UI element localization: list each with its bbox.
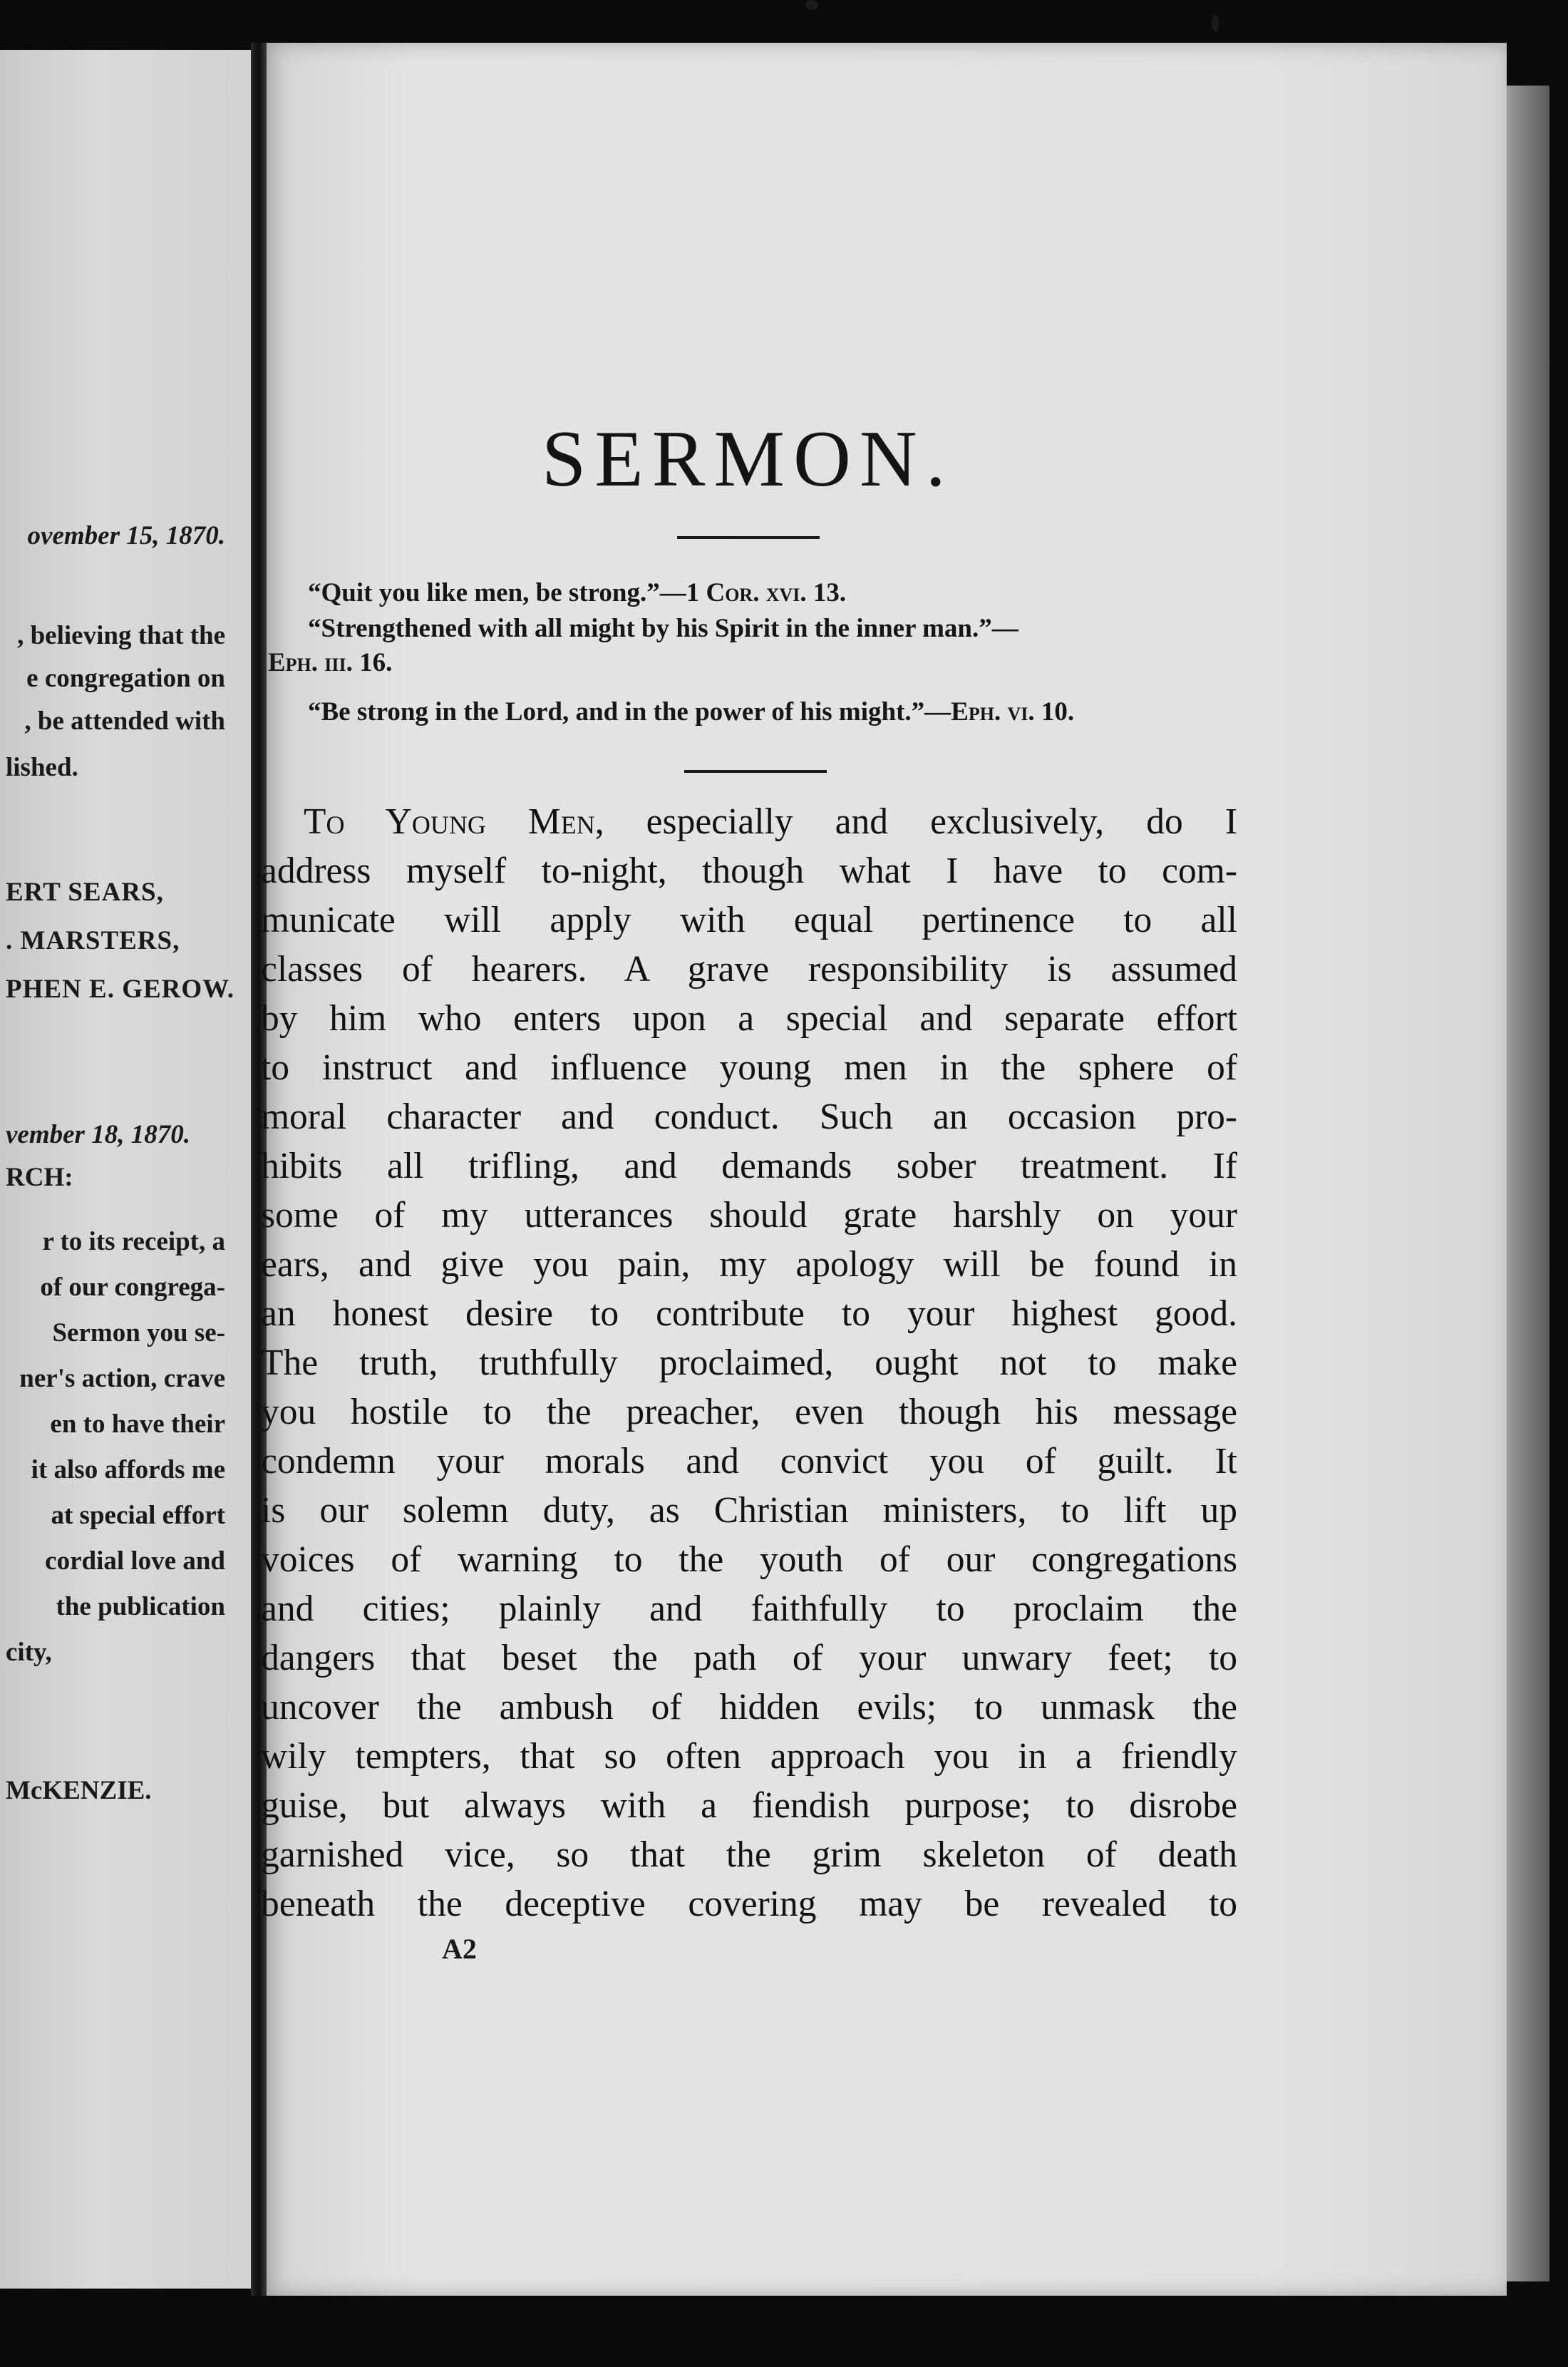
body-line: guise, but always with a fiendish purpose; to disrobe	[261, 1785, 1237, 1826]
opening-words: To Young Men,	[304, 801, 604, 842]
left-page-line: it also affords me	[31, 1455, 225, 1484]
body-line: is our solemn duty, as Christian ministers, to lift up	[261, 1490, 1237, 1531]
body-line: some of my utterances should grate harshly on your	[261, 1195, 1237, 1236]
body-line: ears, and give you pain, my apology will be found in	[261, 1244, 1237, 1285]
dust-speck	[1212, 14, 1219, 31]
left-page-line: ERT SEARS,	[6, 878, 164, 907]
left-page-line: , be attended with	[24, 707, 225, 736]
left-page-line: r to its receipt, a	[42, 1227, 225, 1256]
body-line: To Young Men, especially and exclusively, do I	[304, 801, 1238, 842]
epigraph-quote: “Be strong in the Lord, and in the power of his might.”—	[308, 697, 951, 726]
body-line: address myself to-night, though what I have to com-	[261, 851, 1237, 891]
left-page-line: , believing that the	[17, 621, 225, 650]
left-page-line: of our congrega-	[40, 1273, 225, 1302]
body-line: to instruct and influence young men in the sphere of	[261, 1047, 1237, 1088]
page-edge	[1507, 86, 1549, 2281]
left-page-line: . MARSTERS,	[6, 926, 180, 955]
epigraph-ref: 1 Cor. xvi. 13.	[686, 578, 847, 607]
epigraph-quote: “Quit you like men, be strong.”—	[308, 578, 686, 607]
left-page-line: PHEN E. GEROW.	[6, 975, 235, 1004]
left-page-line: cordial love and	[45, 1546, 225, 1576]
left-page-line: at special effort	[51, 1501, 225, 1530]
body-line: municate will apply with equal pertinence to all	[261, 900, 1237, 940]
body-line: you hostile to the preacher, even though his message	[261, 1392, 1237, 1432]
epigraph-ref: Eph. iii. 16.	[268, 648, 393, 677]
body-line: hibits all trifling, and demands sober treatment. If	[261, 1146, 1237, 1186]
body-line: by him who enters upon a special and separate effort	[261, 998, 1237, 1039]
body-line: voices of warning to the youth of our congregations	[261, 1539, 1237, 1580]
left-page-line: ner's action, crave	[19, 1364, 225, 1393]
page-title: SERMON.	[542, 415, 954, 503]
body-line: uncover the ambush of hidden evils; to unmask the	[261, 1687, 1237, 1727]
epigraph	[268, 576, 1237, 610]
left-page	[0, 50, 251, 2289]
body-line: and cities; plainly and faithfully to proclaim the	[261, 1588, 1237, 1629]
body-line: garnished vice, so that the grim skeleton of death	[261, 1834, 1237, 1875]
body-line: beneath the deceptive covering may be revealed to	[261, 1884, 1237, 1924]
epigraph	[268, 612, 1237, 680]
left-page-line: the publication	[56, 1592, 225, 1621]
left-page-line: Sermon you se-	[52, 1318, 225, 1347]
sermon-body	[261, 797, 1237, 1929]
epigraph	[268, 695, 1237, 729]
signature-mark: A2	[442, 1933, 477, 1965]
epigraph-rule	[684, 770, 827, 773]
title-rule	[677, 536, 820, 539]
left-page-line: city,	[6, 1638, 52, 1667]
left-page-line: McKENZIE.	[6, 1776, 152, 1805]
body-line: moral character and conduct. Such an occasion pro-	[261, 1097, 1237, 1137]
body-line: classes of hearers. A grave responsibility is assumed	[261, 949, 1237, 990]
left-page-line: ovember 15, 1870.	[27, 521, 225, 550]
body-line: wily tempters, that so often approach you in a friendly	[261, 1736, 1237, 1777]
left-page-line: e congregation on	[26, 664, 225, 693]
left-page-line: vember 18, 1870.	[6, 1120, 190, 1149]
left-page-line: lished.	[6, 753, 78, 782]
epigraph-quote: “Strengthened with all might by his Spirit in the inner man.”—	[308, 614, 1018, 643]
body-line: condemn your morals and convict you of guilt. It	[261, 1441, 1237, 1482]
dust-speck	[805, 0, 818, 10]
left-page-line: en to have their	[50, 1410, 225, 1439]
epigraph-ref: Eph. vi. 10.	[951, 697, 1075, 726]
body-line: dangers that beset the path of your unwary feet; to	[261, 1638, 1237, 1678]
body-line: The truth, truthfully proclaimed, ought not to make	[261, 1342, 1237, 1383]
body-line: an honest desire to contribute to your highest good.	[261, 1293, 1237, 1334]
left-page-line: RCH:	[6, 1163, 73, 1192]
